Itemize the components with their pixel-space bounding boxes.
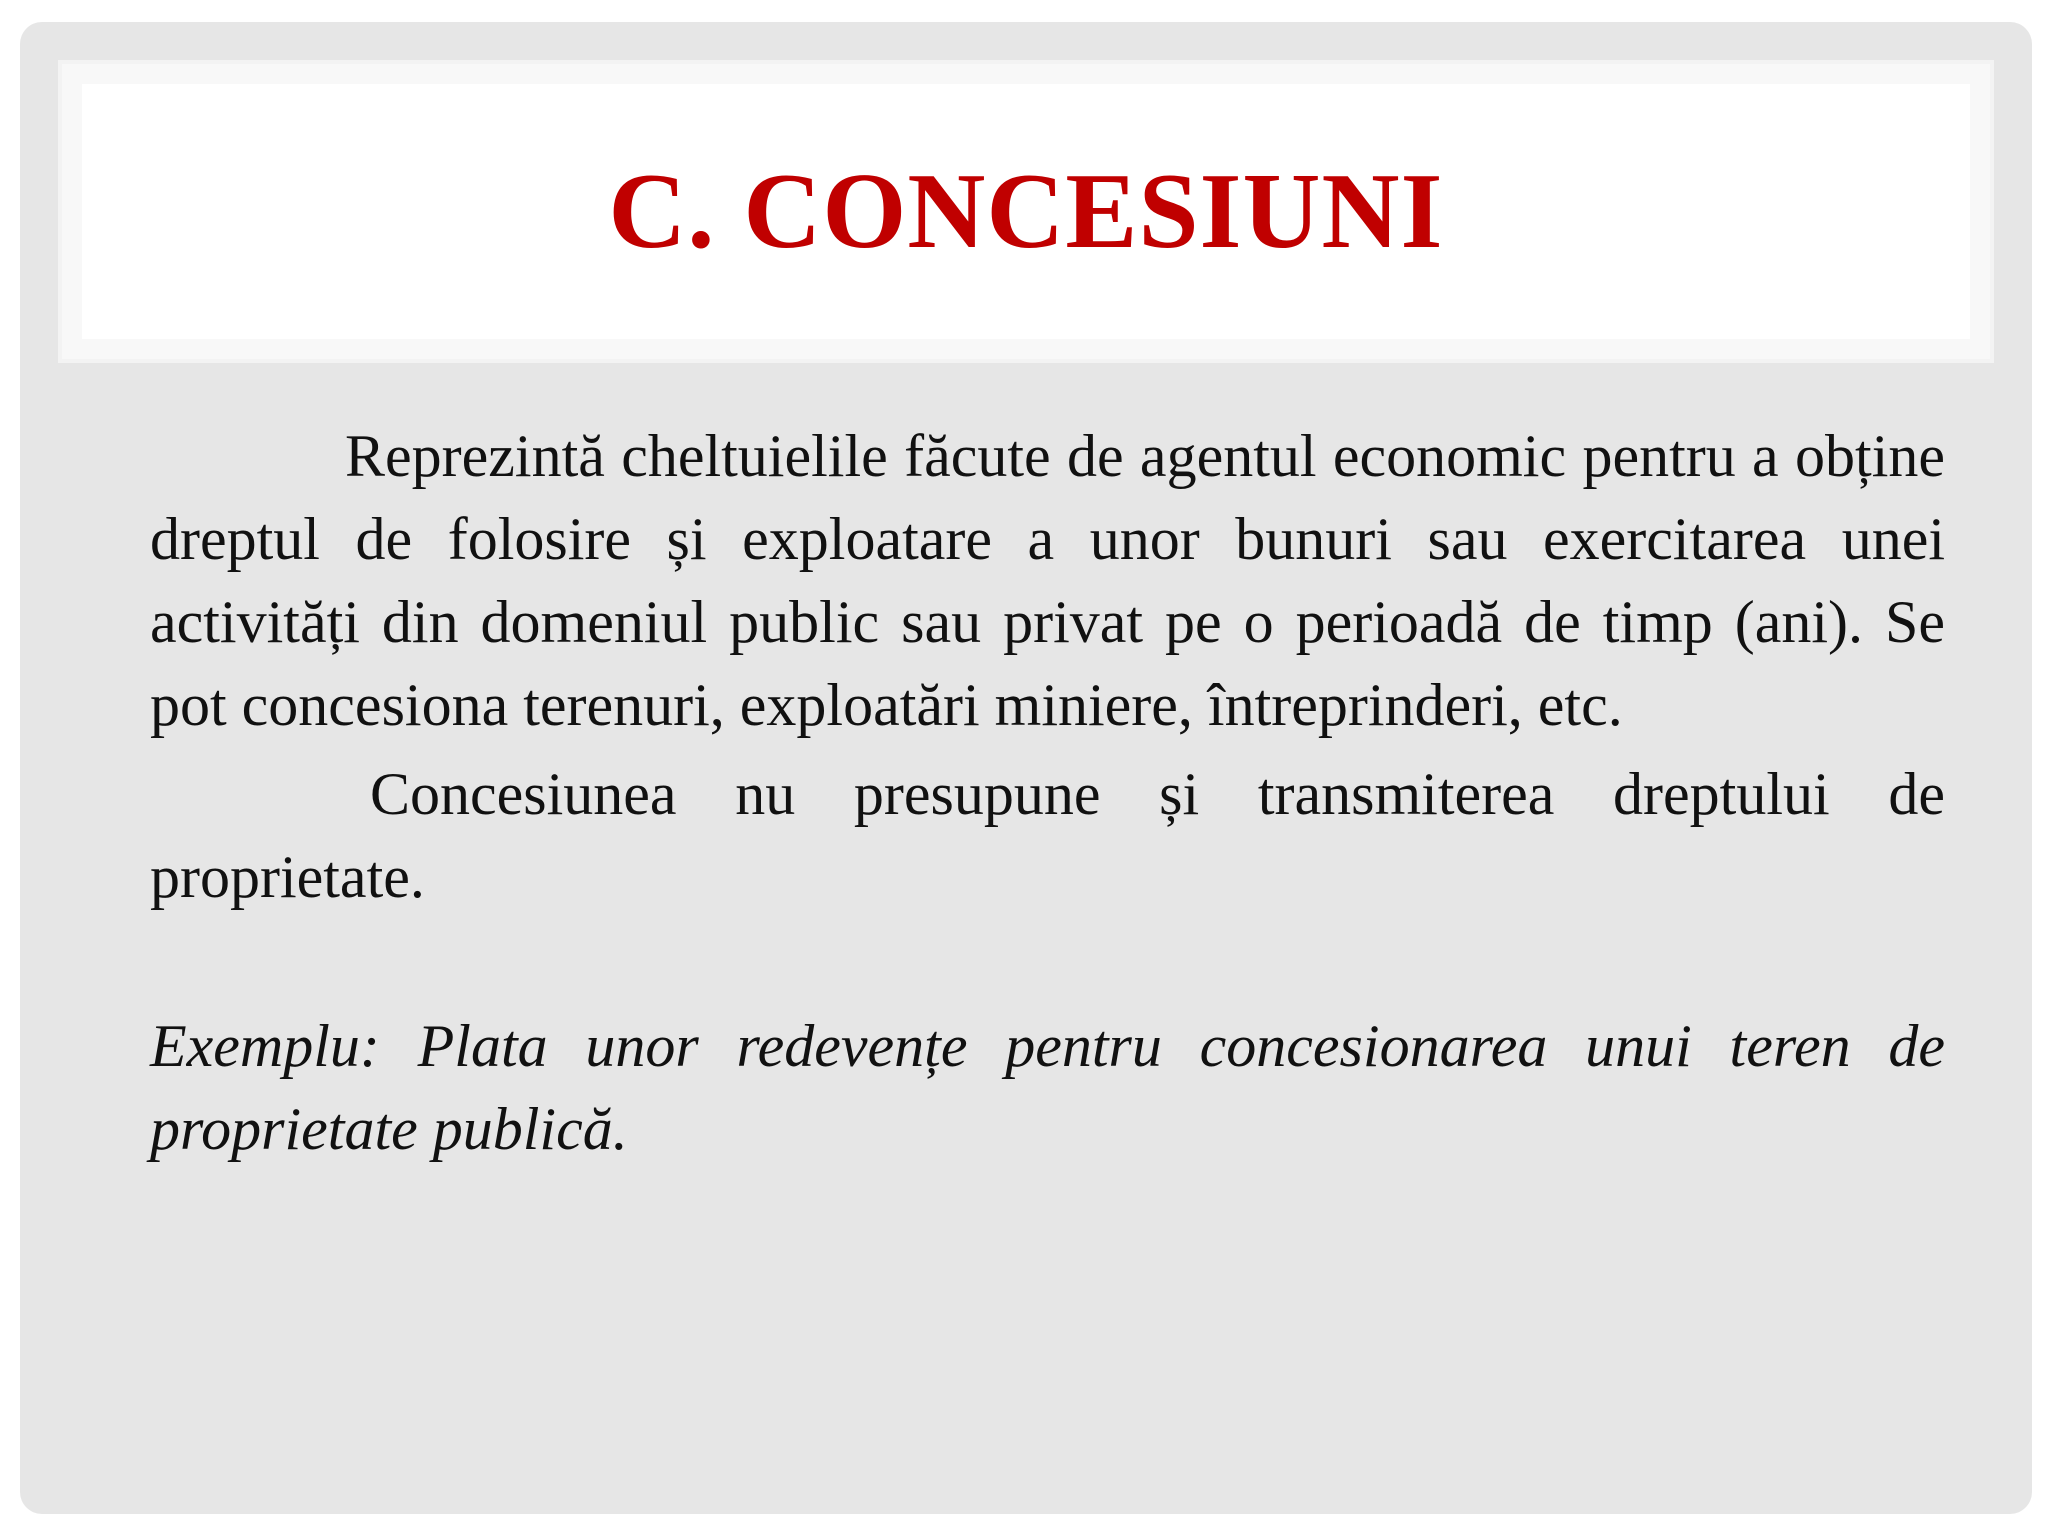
slide <box>20 22 2032 1514</box>
paragraph-example: Exemplu: Plata unor redevențe pentru concesionarea unui teren de proprietate publică. <box>150 1013 1945 1162</box>
slide-body <box>150 415 1945 1171</box>
paragraph-note: Concesiunea nu presupune și transmiterea dreptului de proprietate. <box>150 761 1945 910</box>
slide-title: C. CONCESIUNI <box>608 151 1444 271</box>
paragraph-definition: Reprezintă cheltuielile făcute de agentul economic pentru a obține dreptul de folosire și exploatare a unor bunuri sau exercitarea unei activități din domeniul public sau privat pe o perioadă de timp (ani). Se pot concesiona terenuri, exploatări miniere, întreprinderi, etc. <box>150 423 1945 738</box>
title-box <box>62 64 1990 359</box>
title-inner <box>82 84 1970 339</box>
